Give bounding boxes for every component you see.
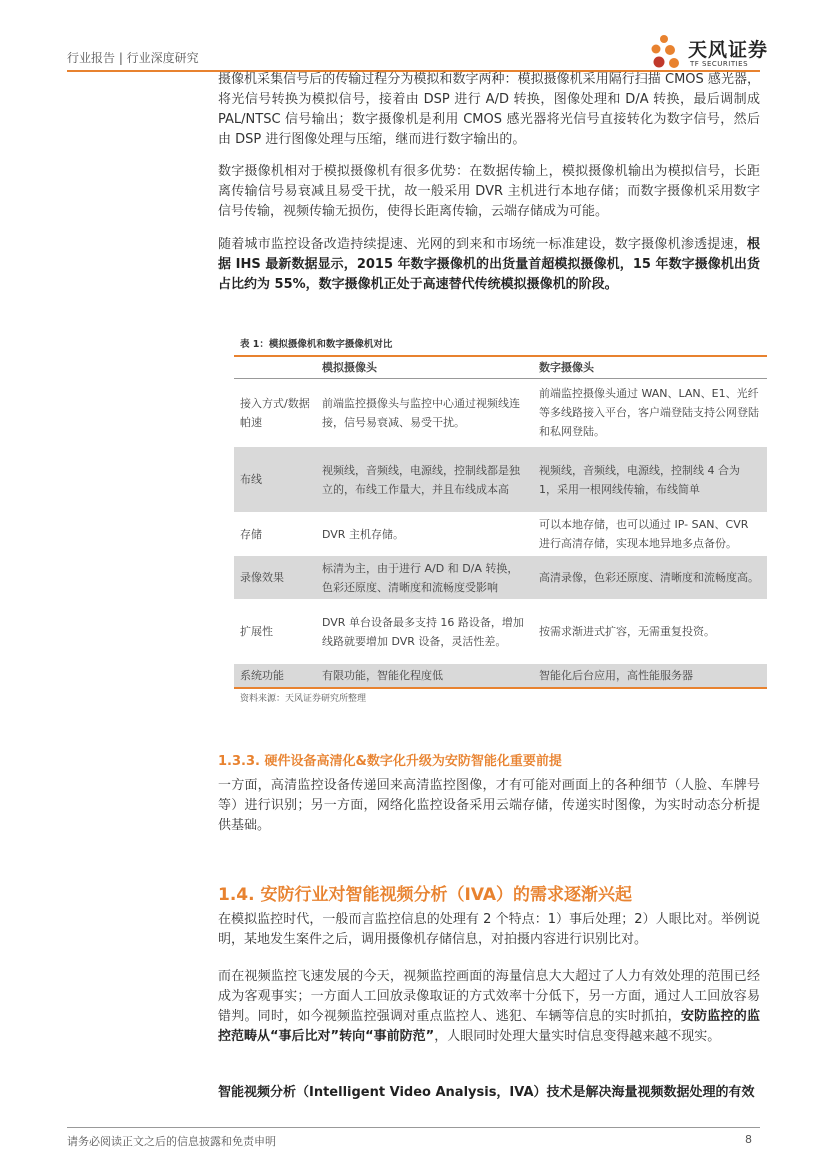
paragraph-video-growth-text: 而在视频监控飞速发展的今天，视频监控画面的海量信息大大超过了人力有效处理的范围已经成为客观事实；一方面人工回放录像取证的方式效率十分低下，另一方面，通过人工回放容易错判。同时，如今视频监控强调对重点监控人、逃犯、车辆等信息的实时抓拍， bbox=[218, 969, 760, 1024]
table-header-cell: 模拟摄像头 bbox=[316, 356, 533, 379]
logo-subtext: TF SECURITIES bbox=[690, 60, 749, 68]
report-type-label: 行业报告 | 行业深度研究 bbox=[67, 51, 199, 65]
paragraph-video-growth bbox=[218, 967, 760, 1047]
table-cell: DVR 单台设备最多支持 16 路设备，增加线路就要增加 DVR 设备，灵活性差。 bbox=[316, 600, 533, 664]
footer-divider bbox=[67, 1127, 760, 1128]
table-cell: 接入方式/数据帕速 bbox=[234, 379, 316, 447]
table-cell: 有限功能，智能化程度低 bbox=[316, 664, 533, 689]
table-cell: 系统功能 bbox=[234, 664, 316, 689]
table-cell: 高清录像，色彩还原度、清晰度和流畅度高。 bbox=[533, 556, 767, 600]
paragraph-digital-advantage: 数字摄像机相对于模拟摄像机有很多优势：在数据传输上，模拟摄像机输出为模拟信号，长距离传输信号易衰减且易受干扰，故一般采用 DVR 主机进行本地存储；而数字摄像机采用数字信号传输，视频传输无损伤，使得长距离传输，云端存储成为可能。 bbox=[218, 164, 760, 219]
table-cell: 布线 bbox=[234, 447, 316, 513]
table-row bbox=[234, 664, 767, 689]
paragraph-penetration-highlight: 根据 IHS 最新数据显示，2015 年数字摄像机的出货量首超模拟摄像机，15 年数字摄像机出货占比约为 55%，数字摄像机正处于高速替代传统模拟摄像机的阶段。 bbox=[218, 237, 760, 292]
logo-mark-icon bbox=[650, 33, 686, 73]
paragraph-analog-era: 在模拟监控时代，一般而言监控信息的处理有 2 个特点：1）事后处理；2）人眼比对。举例说明，某地发生案件之后，调用摄像机存储信息，对拍摄内容进行识别比对。 bbox=[218, 912, 760, 947]
table-cell: 视频线，音频线，电源线，控制线 4 合为 1，采用一根网线传输，布线简单 bbox=[533, 447, 767, 513]
table-cell: 存储 bbox=[234, 513, 316, 556]
table-cell: 标清为主，由于进行 A/D 和 D/A 转换，色彩还原度、清晰度和流畅度受影响 bbox=[316, 556, 533, 600]
table-row bbox=[234, 447, 767, 513]
page-number: 8 bbox=[745, 1133, 752, 1146]
footer-disclaimer: 请务必阅读正文之后的信息披露和免责申明 bbox=[67, 1135, 276, 1148]
table-cell: 视频线，音频线，电源线，控制线都是独立的，布线工作量大，并且布线成本高 bbox=[316, 447, 533, 513]
paragraph-penetration bbox=[218, 235, 760, 295]
paragraph-hd-upgrade: 一方面，高清监控设备传递回来高清监控图像，才有可能对画面上的各种细节（人脸、车牌号等）进行识别；另一方面，网络化监控设备采用云端存储，传递实时图像，为实时动态分析提供基础。 bbox=[218, 778, 760, 833]
table-cell: 前端监控摄像头与监控中心通过视频线连接，信号易衰减、易受干扰。 bbox=[316, 379, 533, 447]
section-heading-1-4: 1.4. 安防行业对智能视频分析（IVA）的需求逐渐兴起 bbox=[218, 885, 632, 905]
table-cell: 前端监控摄像头通过 WAN、LAN、E1、光纤等多线路接入平台，客户端登陆支持公网登陆和私网登陆。 bbox=[533, 379, 767, 447]
paragraph-penetration-text: 随着城市监控设备改造持续提速、光网的到来和市场统一标准建设，数字摄像机渗透提速， bbox=[218, 237, 747, 252]
table-cell: DVR 主机存储。 bbox=[316, 513, 533, 556]
table-row bbox=[234, 379, 767, 447]
table-caption: 表 1：模拟摄像机和数字摄像机对比 bbox=[240, 339, 393, 350]
comparison-table bbox=[234, 355, 767, 689]
table-cell: 智能化后台应用，高性能服务器 bbox=[533, 664, 767, 689]
logo-text: 天风证券 bbox=[688, 39, 769, 61]
paragraph-iva-highlight: 智能视频分析（Intelligent Video Analysis，IVA）技术是解决海量视频数据处理的有效 bbox=[218, 1085, 755, 1100]
paragraph-iva bbox=[218, 1083, 760, 1103]
table-header-cell bbox=[234, 356, 316, 379]
paragraph-video-growth-highlight: 安防监控的监控范畴从“事后比对”转向“事前防范” bbox=[218, 1009, 760, 1044]
table-cell: 录像效果 bbox=[234, 556, 316, 600]
company-logo bbox=[650, 33, 770, 73]
table-row bbox=[234, 556, 767, 600]
table-header-cell: 数字摄像头 bbox=[533, 356, 767, 379]
table-cell: 可以本地存储，也可以通过 IP- SAN、CVR 进行高清存储，实现本地异地多点备份。 bbox=[533, 513, 767, 556]
table-cell: 扩展性 bbox=[234, 600, 316, 664]
paragraph-transmission: 摄像机采集信号后的传输过程分为模拟和数字两种：模拟摄像机采用隔行扫描 CMOS 感光器，将光信号转换为模拟信号，接着由 DSP 进行 A/D 转换，图像处理和 D/A 转换，最后调制成 PAL/NTSC 信号输出；数字摄像机是利用 CMOS 感光器将光信号直接转化为数字信号，然后由 DSP 进行图像处理与压缩，继而进行数字输出的。 bbox=[218, 72, 760, 147]
table-row bbox=[234, 513, 767, 556]
paragraph-video-growth-tail: ，人眼同时处理大量实时信息变得越来越不现实。 bbox=[434, 1029, 721, 1044]
table-source-note: 资料来源：天风证券研究所整理 bbox=[240, 694, 367, 704]
section-heading-1-3-3: 1.3.3. 硬件设备高清化&数字化升级为安防智能化重要前提 bbox=[218, 754, 562, 769]
table-row bbox=[234, 600, 767, 664]
table-header-row bbox=[234, 356, 767, 379]
table-cell: 按需求渐进式扩容，无需重复投资。 bbox=[533, 600, 767, 664]
